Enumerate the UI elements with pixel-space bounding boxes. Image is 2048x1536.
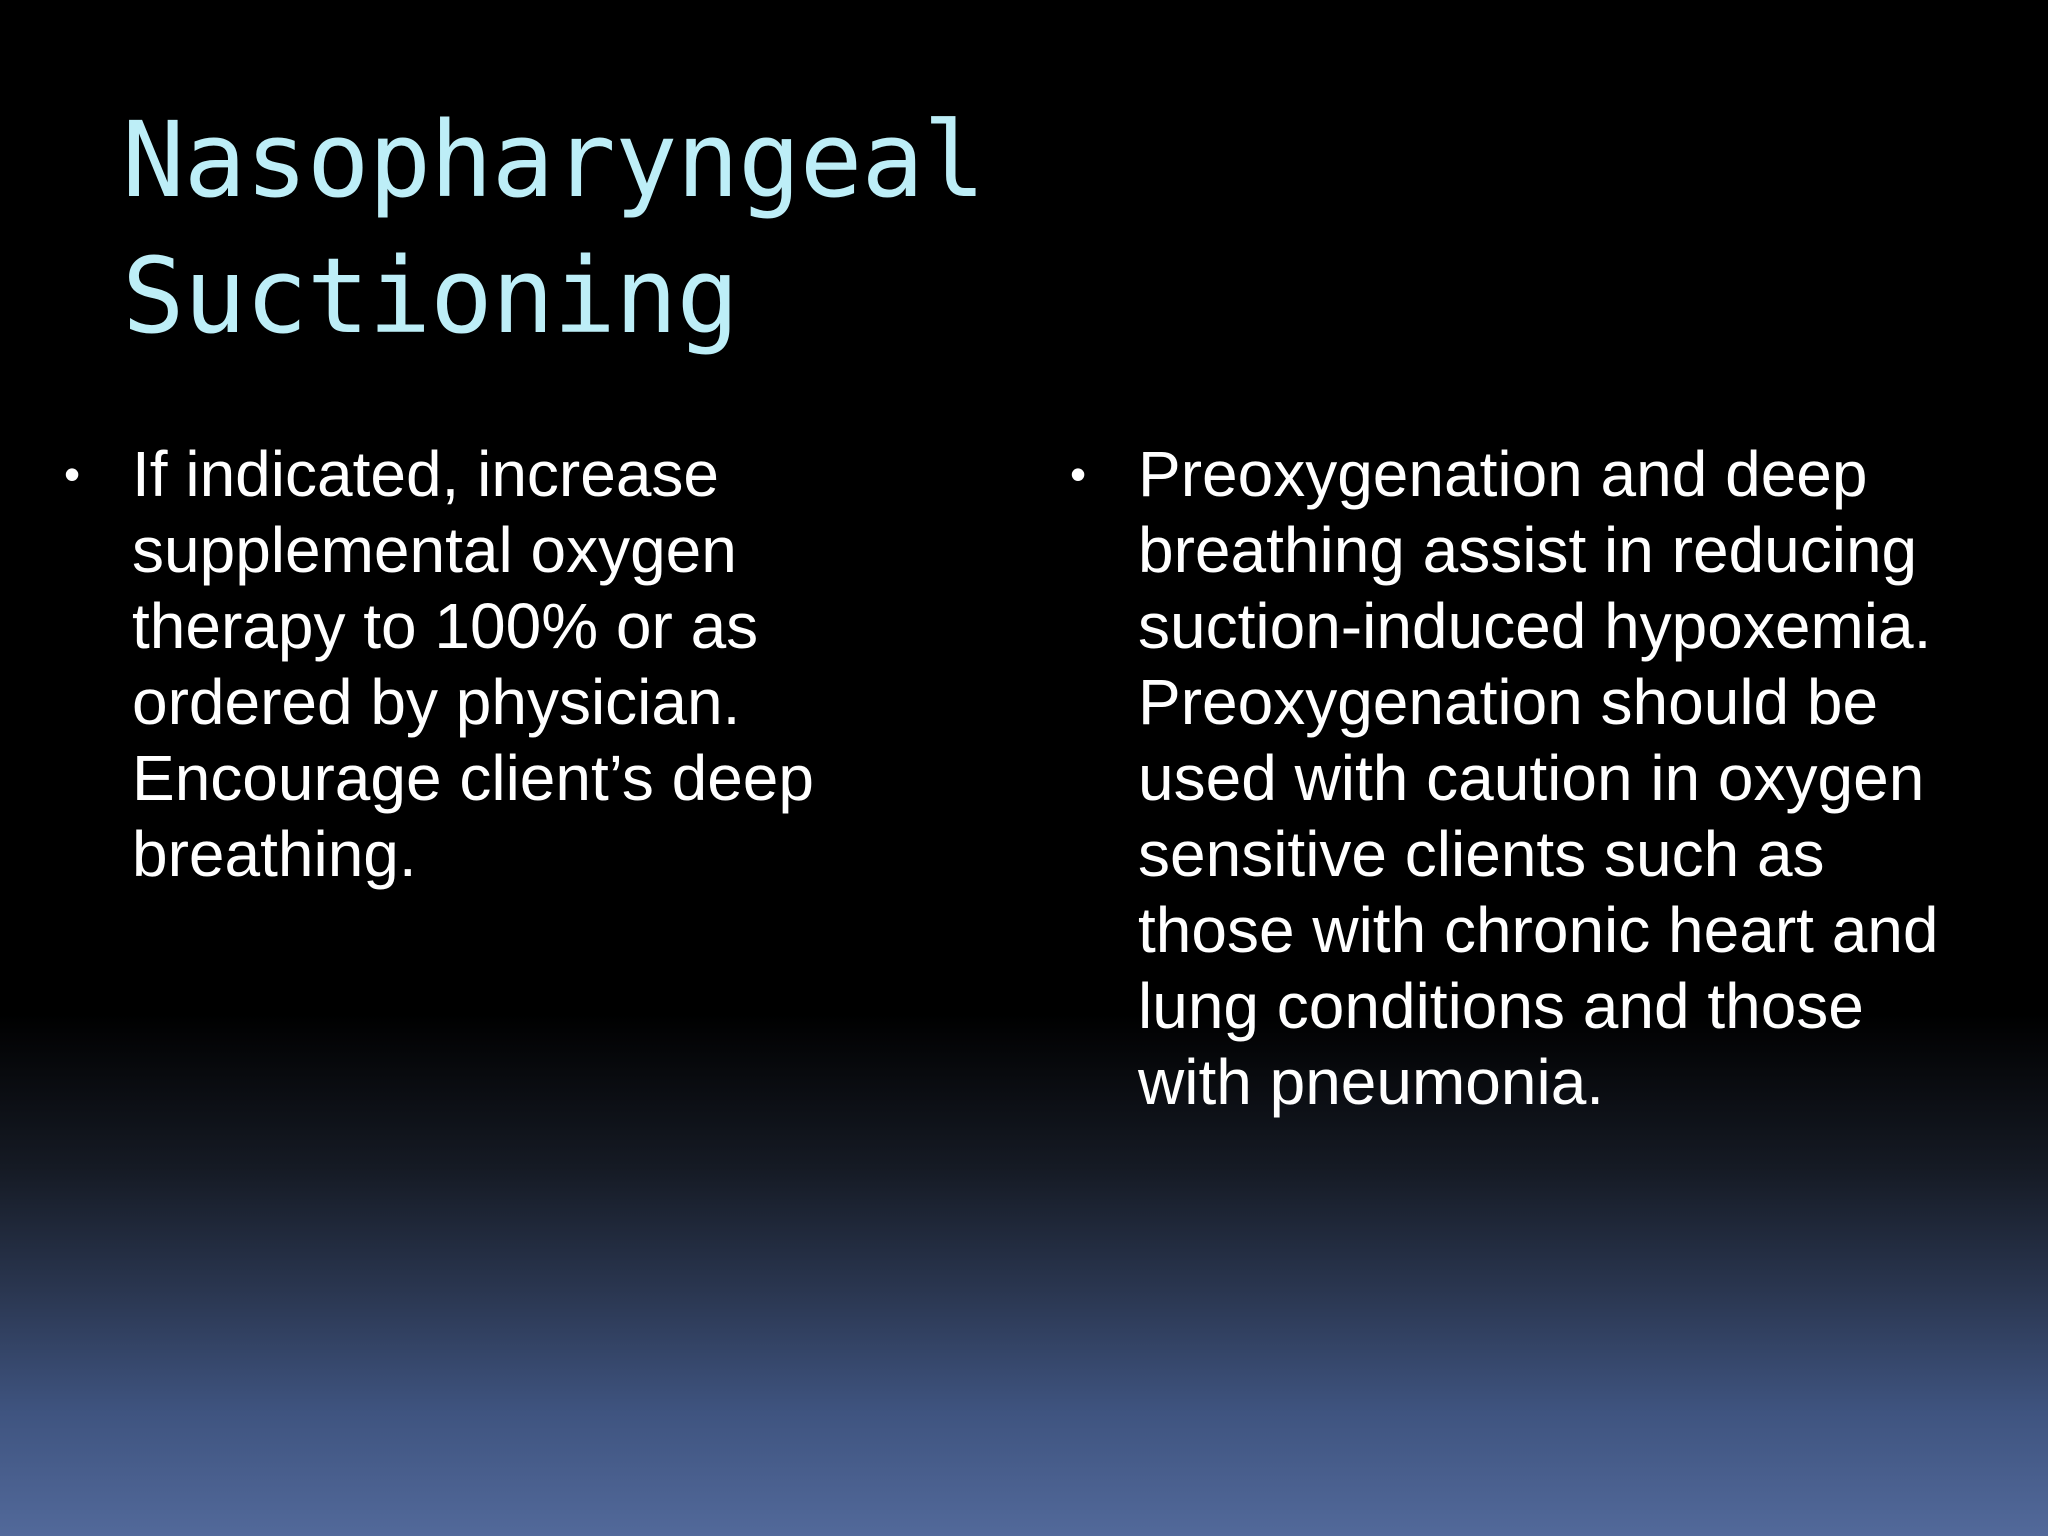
- slide-title: Nasopharyngeal Suctioning: [122, 99, 985, 357]
- right-bullet-item: [1058, 436, 2038, 1120]
- right-column: [1058, 436, 2038, 1120]
- left-bullet-text: If indicated, increase supplemental oxygen therapy to 100% or as ordered by physician. Encourage client’s deep breathing.: [132, 438, 814, 890]
- bullet-icon: •: [63, 448, 81, 500]
- bullet-icon: •: [1069, 448, 1087, 500]
- right-bullet-text: Preoxygenation and deep breathing assist in reducing suction-induced hypoxemia. Preoxygenation should be used with caution in oxygen sensitive clients such as those with chronic heart and lung conditions and those with pneumonia.: [1138, 438, 1939, 1118]
- left-column: [52, 436, 952, 892]
- left-bullet-item: [52, 436, 952, 892]
